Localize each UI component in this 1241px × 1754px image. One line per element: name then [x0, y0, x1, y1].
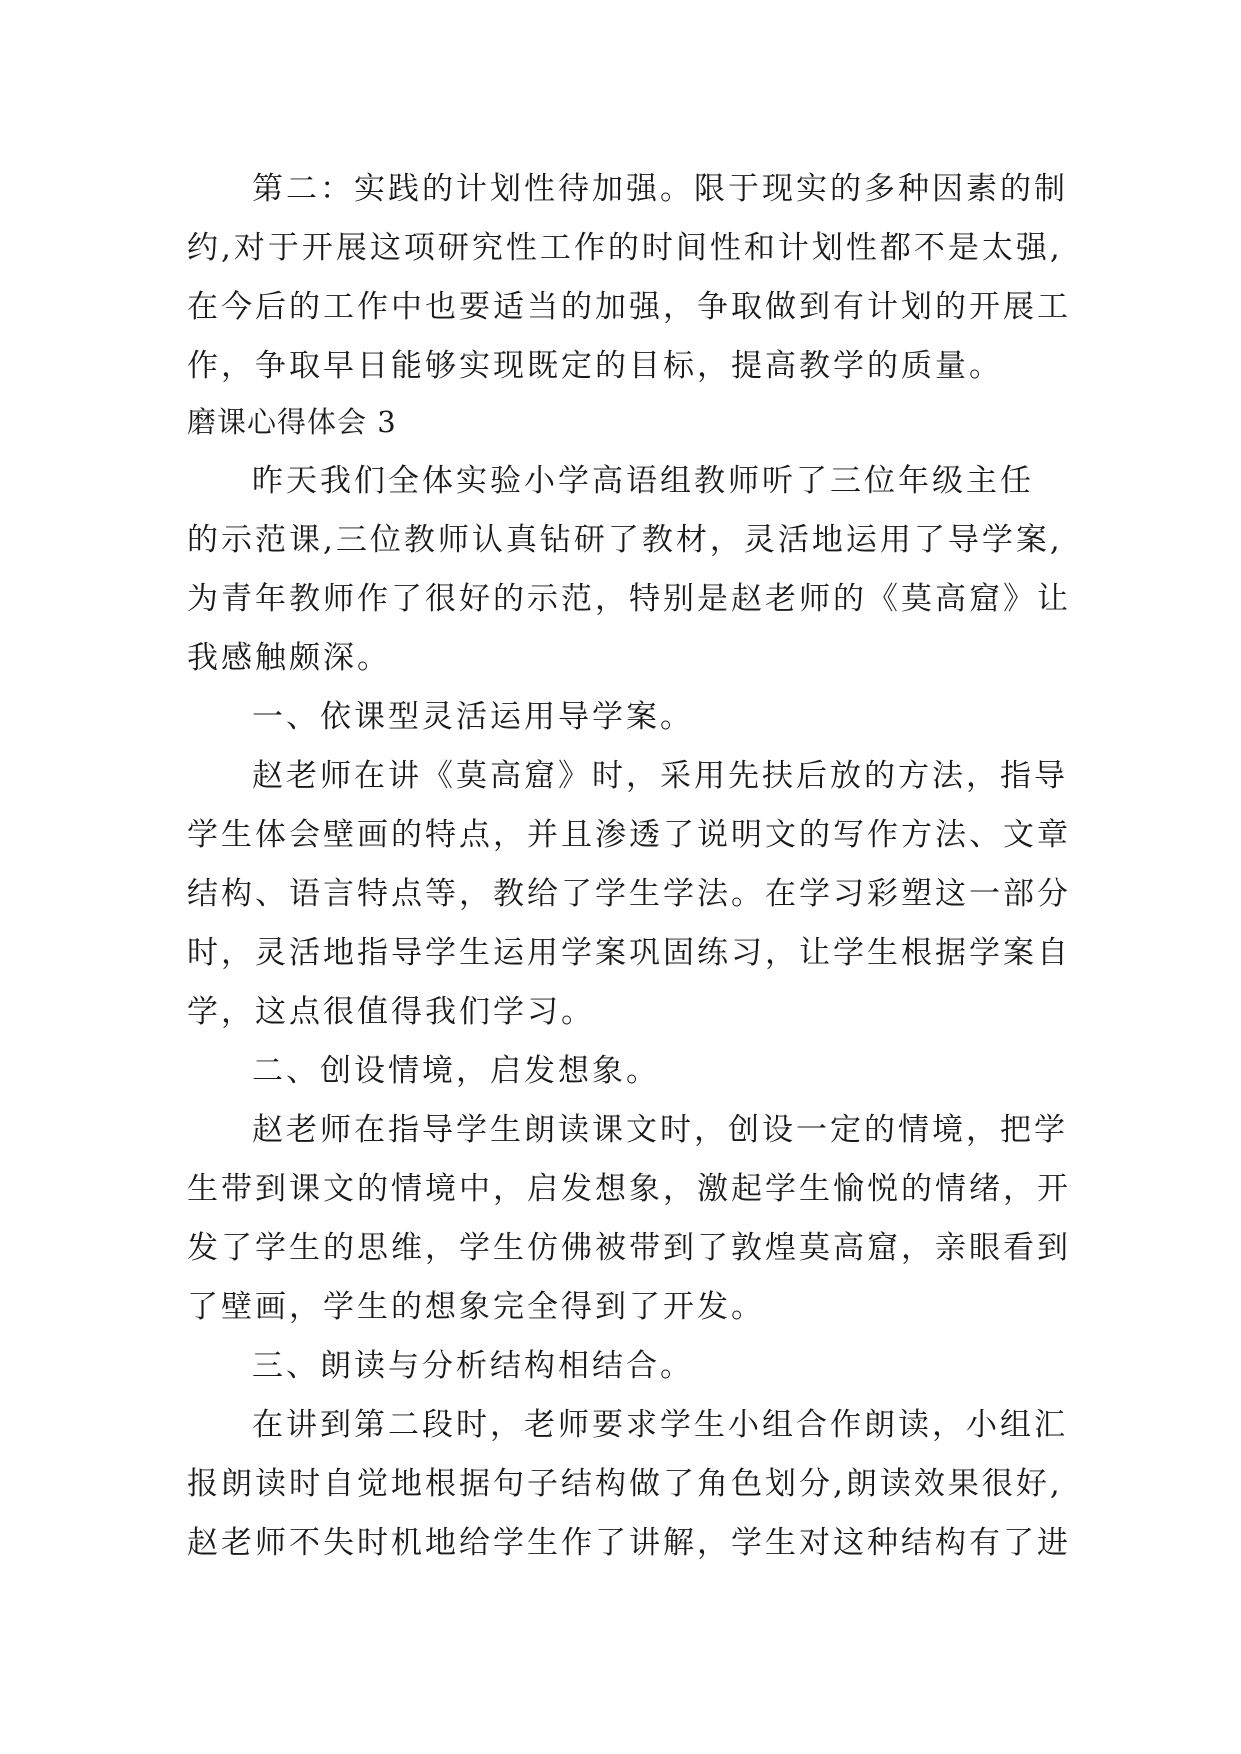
subheading-line: 二、创设情境，启发想象。: [252, 1053, 660, 1089]
paragraph-line: 赵老师不失时机地给学生作了讲解，学生对这种结构有了进: [187, 1525, 1071, 1561]
paragraph-line: 作，争取早日能够实现既定的目标，提高教学的质量。: [187, 348, 1003, 384]
paragraph-line: 在讲到第二段时，老师要求学生小组合作朗读，小组汇: [252, 1407, 1068, 1443]
paragraph-line: 报朗读时自觉地根据句子结构做了角色划分,朗读效果很好,: [187, 1466, 1063, 1502]
paragraph-line: 学，这点很值得我们学习。: [187, 994, 595, 1030]
paragraph-line: 的示范课,三位教师认真钻研了教材，灵活地运用了导学案,: [187, 522, 1063, 558]
paragraph-line: 学生体会壁画的特点，并且渗透了说明文的写作方法、文章: [187, 817, 1071, 853]
paragraph-line: 赵老师在指导学生朗读课文时，创设一定的情境，把学: [252, 1112, 1068, 1148]
paragraph-line: 昨天我们全体实验小学高语组教师听了三位年级主任: [252, 463, 1034, 499]
paragraph-line: 时，灵活地指导学生运用学案巩固练习，让学生根据学案自: [187, 935, 1071, 971]
paragraph-line: 我感触颇深。: [187, 640, 391, 676]
subheading-line: 三、朗读与分析结构相结合。: [252, 1348, 694, 1384]
paragraph-line: 约,对于开展这项研究性工作的时间性和计划性都不是太强,: [187, 230, 1063, 266]
paragraph-line: 赵老师在讲《莫高窟》时，采用先扶后放的方法，指导: [252, 758, 1068, 794]
section-heading: 磨课心得体会 3: [187, 405, 397, 439]
subheading-line: 一、依课型灵活运用导学案。: [252, 699, 694, 735]
paragraph-line: 在今后的工作中也要适当的加强，争取做到有计划的开展工: [187, 289, 1071, 325]
paragraph-line: 生带到课文的情境中，启发想象，激起学生愉悦的情绪，开: [187, 1171, 1071, 1207]
paragraph-line: 第二：实践的计划性待加强。限于现实的多种因素的制: [252, 171, 1068, 207]
paragraph-line: 了壁画，学生的想象完全得到了开发。: [187, 1289, 765, 1325]
paragraph-line: 结构、语言特点等，教给了学生学法。在学习彩塑这一部分: [187, 876, 1071, 912]
paragraph-line: 为青年教师作了很好的示范，特别是赵老师的《莫高窟》让: [187, 581, 1071, 617]
document-body: [187, 160, 1071, 1573]
paragraph-line: 发了学生的思维，学生仿佛被带到了敦煌莫高窟，亲眼看到: [187, 1230, 1071, 1266]
